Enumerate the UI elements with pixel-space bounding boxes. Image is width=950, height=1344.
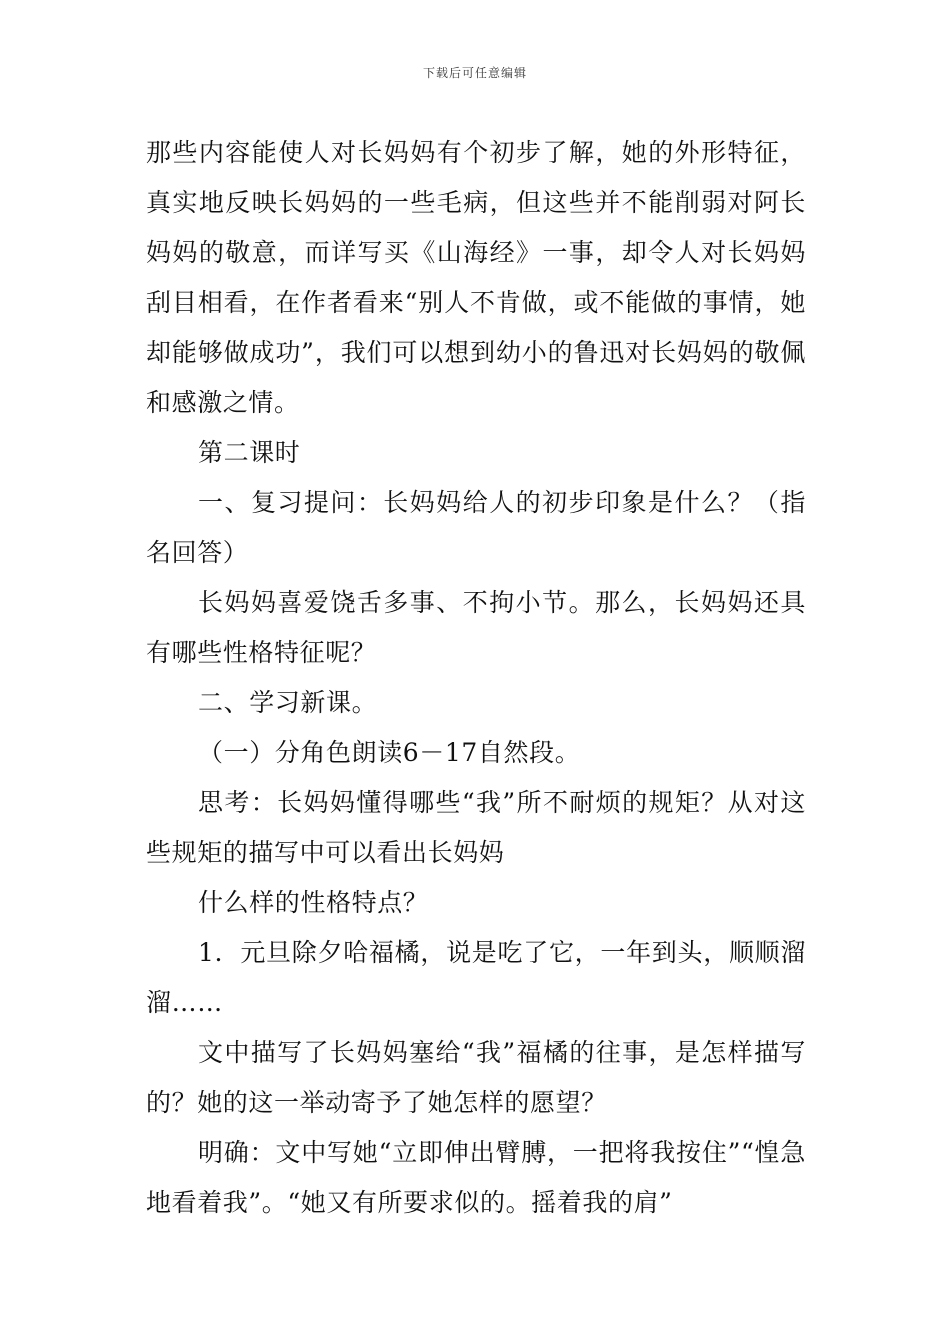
paragraph-4: 长妈妈喜爱饶舌多事、不拘小节。那么，长妈妈还具有哪些性格特征呢？ (146, 588, 806, 667)
paragraph-2: 第二课时 (198, 438, 301, 467)
page-header: 下载后可任意编辑 (422, 66, 527, 80)
document-body (146, 128, 806, 1228)
paragraph-9: 1．元旦除夕哈福橘，说是吃了它，一年到头，顺顺溜溜…… (146, 938, 806, 1017)
paragraph-8: 什么样的性格特点？ (198, 888, 429, 917)
paragraph-5: 二、学习新课。 (198, 688, 378, 717)
paragraph-6: （一）分角色朗读6－17自然段。 (198, 738, 581, 767)
paragraph-7: 思考：长妈妈懂得哪些“我”所不耐烦的规矩？从对这些规矩的描写中可以看出长妈妈 (146, 788, 806, 867)
paragraph-11: 明确：文中写她“立即伸出臂膊，一把将我按住”“惶急地看着我”。“她又有所要求似的。摇着我的肩” (146, 1138, 806, 1217)
paragraph-3: 一、复习提问：长妈妈给人的初步印象是什么？（指名回答） (146, 488, 806, 567)
paragraph-10: 文中描写了长妈妈塞给“我”福橘的往事，是怎样描写的？她的这一举动寄予了她怎样的愿望？ (146, 1038, 806, 1117)
paragraph-1: 那些内容能使人对长妈妈有个初步了解，她的外形特征，真实地反映长妈妈的一些毛病，但这些并不能削弱对阿长妈妈的敬意，而详写买《山海经》一事，却令人对长妈妈刮目相看，在作者看来“别人不肯做，或不能做的事情，她却能够做成功”，我们可以想到幼小的鲁迅对长妈妈的敬佩和感激之情。 (146, 138, 806, 417)
